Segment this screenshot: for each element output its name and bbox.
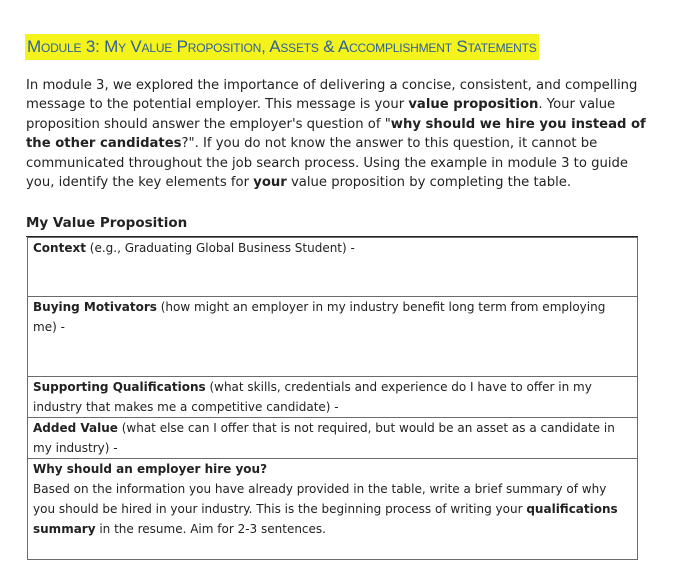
table-row-context	[28, 238, 638, 297]
intro-paragraph	[26, 76, 646, 192]
label-supporting-qualifications: Supporting Qualifications	[33, 380, 206, 394]
intro-bold-your: your	[253, 175, 287, 191]
cell-supporting-qualifications[interactable]	[28, 377, 638, 418]
prompt-why-hire-bold: qualifications summary	[33, 502, 618, 536]
page-title: Module 3: My Value Proposition, Assets & Accomplishment Statements	[27, 37, 537, 56]
intro-bold-value-proposition: value proposition	[408, 97, 539, 113]
title-highlight	[25, 34, 539, 60]
prompt-added-value: (what else can I offer that is not required, but would be an asset as a candidate in my industry) -	[33, 421, 615, 455]
intro-text-3: ?". If you do not know the answer to this question, it cannot be communicated throughout the job search process. Using the example in module 3 to guide you, identify the key elements for	[26, 136, 628, 191]
cell-context[interactable]	[28, 238, 638, 297]
prompt-why-hire-1: Based on the information you have already provided in the table, write a brief summary of why you should be hired in your industry. This is the beginning process of writing your	[33, 482, 607, 516]
intro-bold-question: why should we hire you instead of the other candidates	[26, 116, 646, 152]
table-row-added-value	[28, 418, 638, 459]
label-added-value: Added Value	[33, 421, 118, 435]
intro-text-1: In module 3, we explored the importance of delivering a concise, consistent, and compelling message to the potential employer. This message is your	[26, 78, 638, 113]
table-row-why-hire	[28, 459, 638, 560]
cell-buying-motivators[interactable]	[28, 297, 638, 377]
label-why-hire: Why should an employer hire you?	[33, 462, 268, 476]
table-title: My Value Proposition	[26, 215, 188, 231]
table-row-buying-motivators	[28, 297, 638, 377]
prompt-buying-motivators: (how might an employer in my industry benefit long term from employing me) -	[33, 300, 606, 334]
prompt-context: (e.g., Graduating Global Business Student) -	[85, 241, 355, 255]
label-buying-motivators: Buying Motivators	[33, 300, 157, 314]
prompt-why-hire-2: in the resume. Aim for 2-3 sentences.	[95, 522, 326, 536]
value-proposition-table	[27, 237, 638, 560]
label-context: Context	[33, 241, 86, 255]
intro-text-2: . Your value proposition should answer the employer's question of "	[26, 97, 616, 132]
intro-text-4: value proposition by completing the table.	[286, 175, 572, 191]
cell-why-hire[interactable]	[28, 459, 638, 560]
prompt-supporting-qualifications: (what skills, credentials and experience do I have to offer in my industry that makes me a competitive candidate) -	[33, 380, 592, 414]
table-row-supporting-qualifications	[28, 377, 638, 418]
cell-added-value[interactable]	[28, 418, 638, 459]
